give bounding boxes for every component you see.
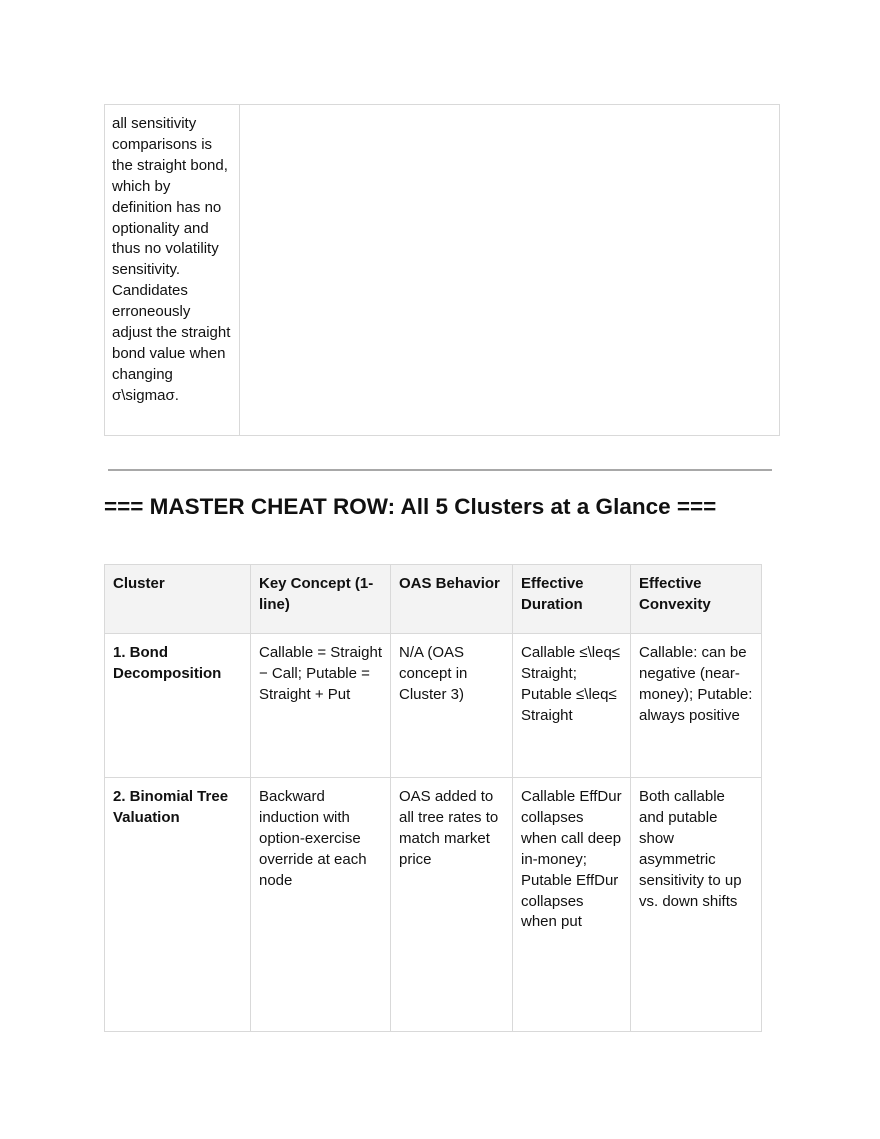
cell-effective-convexity: Both callable and putable show asymmetric sensitivity to up vs. down shifts bbox=[631, 778, 762, 1032]
table-row bbox=[105, 634, 762, 778]
header-cluster: Cluster bbox=[105, 565, 251, 634]
cell-oas-behavior: N/A (OAS concept in Cluster 3) bbox=[391, 634, 513, 778]
section-heading: === MASTER CHEAT ROW: All 5 Clusters at a Glance === bbox=[104, 494, 717, 519]
continuation-cell: all sensitivity comparisons is the straight bond, which by definition has no optionality and thus no volatility sensitivity. Candidates erroneously adjust the straight bond value when changing σ\sigmaσ. bbox=[105, 105, 240, 436]
cell-cluster: 2. Binomial Tree Valuation bbox=[105, 778, 251, 1032]
header-oas-behavior: OAS Behavior bbox=[391, 565, 513, 634]
header-effective-convexity: Effective Convexity bbox=[631, 565, 762, 634]
cell-effective-duration: Callable ≤\leq≤ Straight; Putable ≤\leq≤ Straight bbox=[513, 634, 631, 778]
table-header-row bbox=[105, 565, 762, 634]
table-row bbox=[105, 105, 780, 436]
master-cheat-table bbox=[104, 564, 762, 1032]
header-key-concept: Key Concept (1-line) bbox=[251, 565, 391, 634]
cell-effective-convexity: Callable: can be negative (near-money); Putable: always positive bbox=[631, 634, 762, 778]
cell-cluster: 1. Bond Decomposition bbox=[105, 634, 251, 778]
cell-oas-behavior: OAS added to all tree rates to match market price bbox=[391, 778, 513, 1032]
cell-key-concept: Backward induction with option-exercise override at each node bbox=[251, 778, 391, 1032]
header-effective-duration: Effective Duration bbox=[513, 565, 631, 634]
horizontal-divider bbox=[108, 469, 772, 471]
table-row bbox=[105, 778, 762, 1032]
continuation-table bbox=[104, 104, 780, 436]
cell-effective-duration: Callable EffDur collapses when call deep in-money; Putable EffDur collapses when put bbox=[513, 778, 631, 1032]
cell-key-concept: Callable = Straight − Call; Putable = Straight + Put bbox=[251, 634, 391, 778]
continuation-empty-cell bbox=[240, 105, 780, 436]
